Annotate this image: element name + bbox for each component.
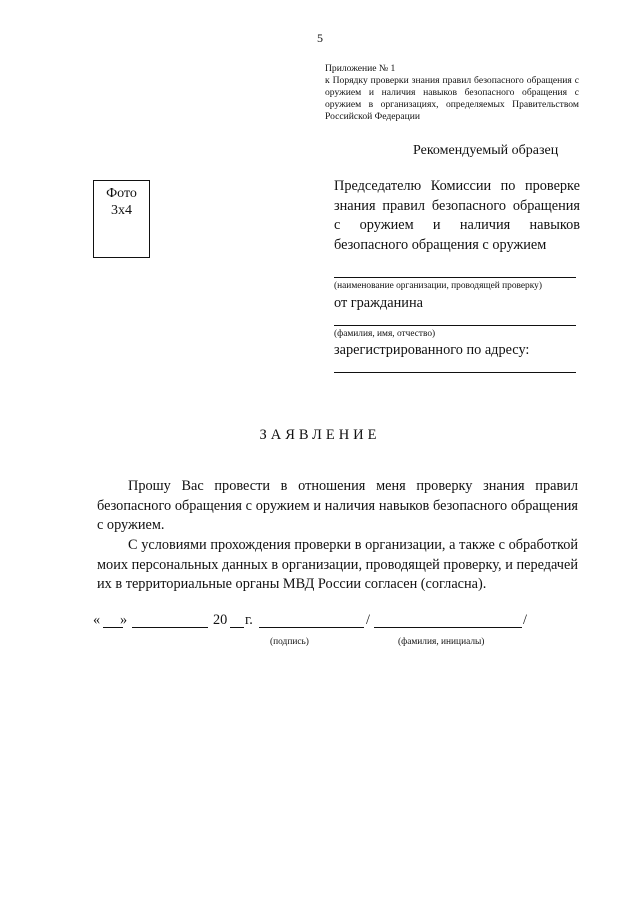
organization-line[interactable] xyxy=(334,277,576,278)
date-month-line[interactable] xyxy=(132,627,208,628)
signature-slash-1: / xyxy=(366,612,370,628)
appendix-title: Приложение № 1 xyxy=(325,63,396,74)
signature-caption: (подпись) xyxy=(270,637,309,647)
request-paragraph: Прошу Вас провести в отношения меня проверку знания правил безопасного обращения с оружием и наличия навыков безопасного обращения с оружием. xyxy=(97,478,578,533)
photo-label: Фото xyxy=(106,186,137,201)
page-number: 5 xyxy=(317,31,323,45)
document-heading: ЗАЯВЛЕНИЕ xyxy=(259,427,381,443)
date-quote-open: « xyxy=(93,612,101,628)
address-line[interactable] xyxy=(334,372,576,373)
addressee-text: Председателю Комиссии по проверке знания правил безопасного обращения с оружием и наличия навыков безопасного обращения с оружием xyxy=(334,178,580,253)
organization-caption: (наименование организации, проводящей проверку) xyxy=(334,281,542,291)
appendix-body: к Порядку проверки знания правил безопасного обращения с оружием и наличия навыков безопасного обращения с оружием в организациях, определяемых Правительством Российской Федерации xyxy=(325,75,579,122)
consent-paragraph: С условиями прохождения проверки в организации, а также с обработкой моих персональных данных в организации, проводящей проверку, и передачей их в территориальные органы МВД России согласен (согласна). xyxy=(97,537,578,592)
appendix-header xyxy=(325,63,579,123)
signature-slash-2: / xyxy=(523,612,527,628)
recommended-sample-label: Рекомендуемый образец xyxy=(413,143,559,158)
photo-size: 3x4 xyxy=(111,203,132,218)
initials-line[interactable] xyxy=(374,627,522,628)
photo-placeholder xyxy=(93,180,150,258)
from-citizen-label: от гражданина xyxy=(334,295,423,311)
date-year-suffix: г. xyxy=(245,612,253,628)
date-quote-close: » xyxy=(120,612,128,628)
date-year-line[interactable] xyxy=(230,627,244,628)
initials-caption: (фамилия, инициалы) xyxy=(398,637,485,647)
citizen-name-line[interactable] xyxy=(334,325,576,326)
signature-row xyxy=(93,612,593,632)
registered-address-label: зарегистрированного по адресу: xyxy=(334,342,530,358)
citizen-name-caption: (фамилия, имя, отчество) xyxy=(334,329,436,339)
date-year-prefix: 20 xyxy=(213,612,228,628)
signature-line[interactable] xyxy=(259,627,364,628)
